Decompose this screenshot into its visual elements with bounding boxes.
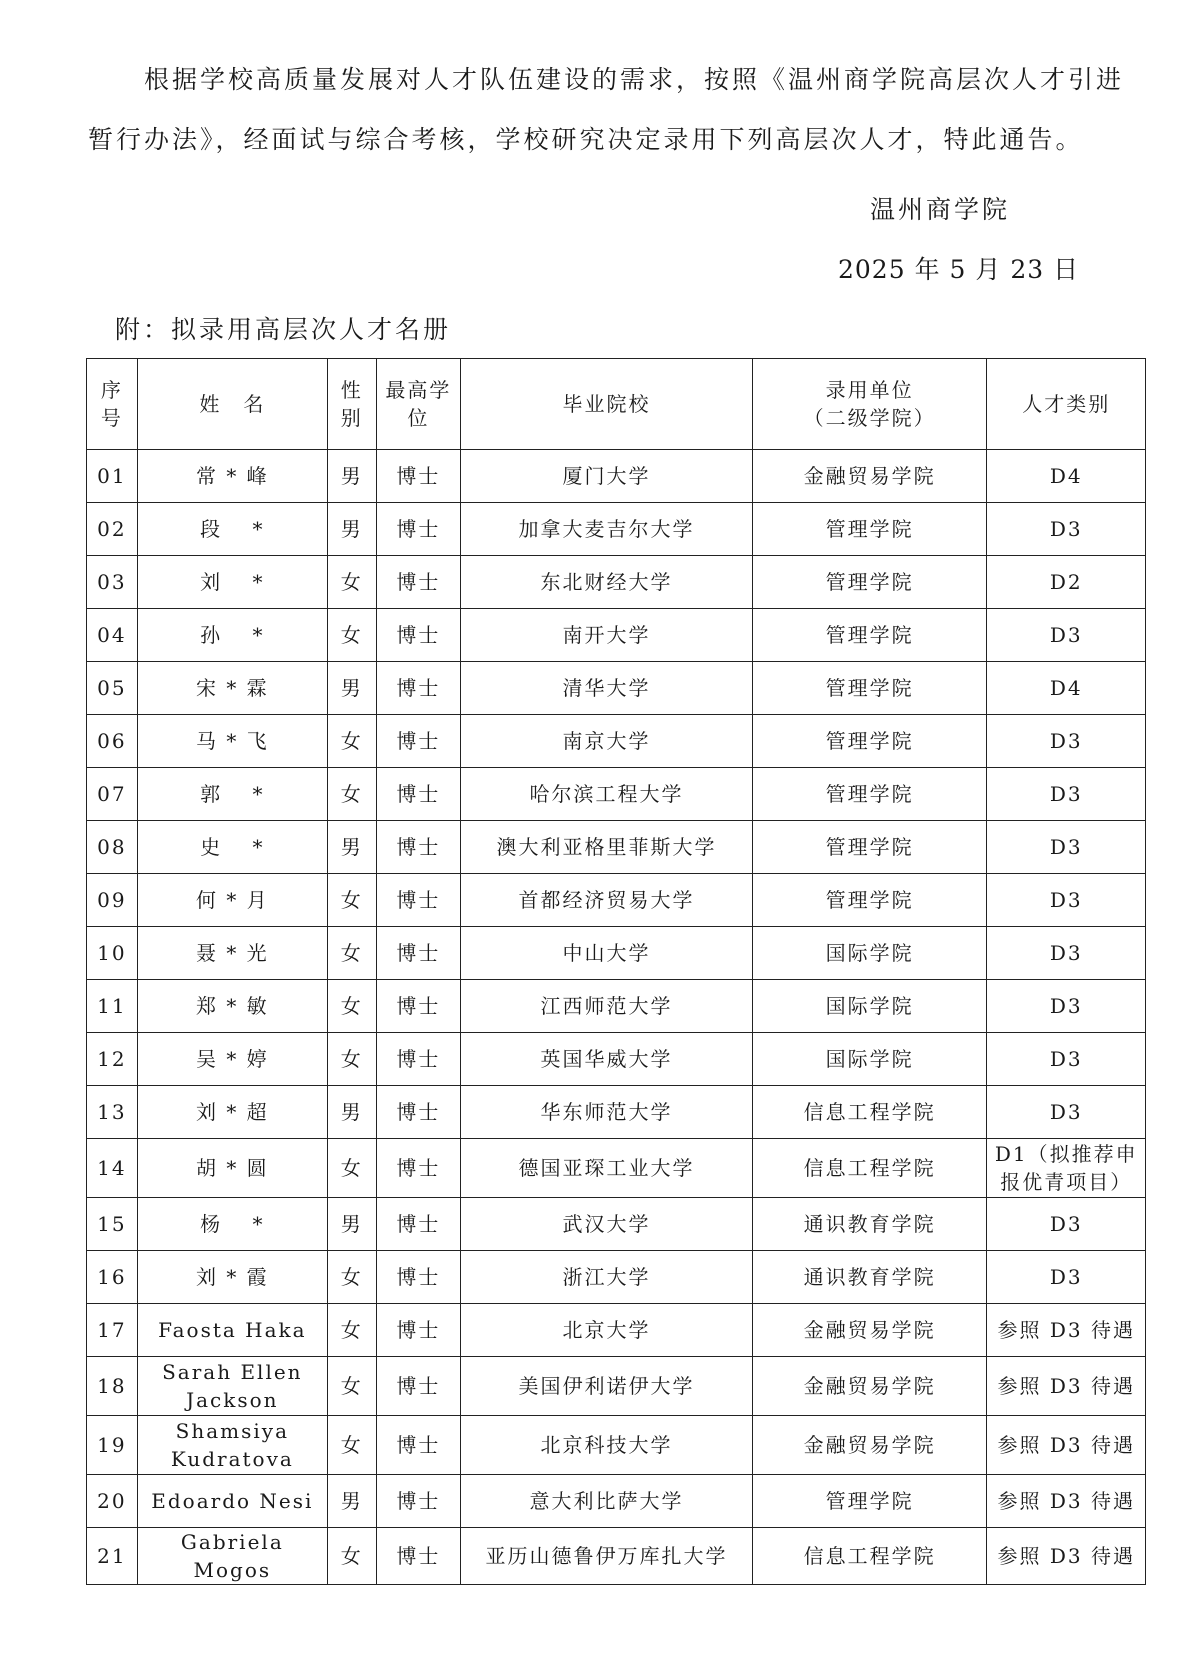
cell-category: D3 [987,1086,1146,1139]
cell-name: 聂 * 光 [137,927,327,980]
table-row [87,1304,1146,1357]
header-name: 姓 名 [137,359,327,450]
cell-gender: 男 [327,1475,376,1528]
cell-name: Edoardo Nesi [137,1475,327,1528]
cell-school: 首都经济贸易大学 [461,874,753,927]
cell-degree: 博士 [376,609,461,662]
cell-gender: 男 [327,1198,376,1251]
cell-degree: 博士 [376,768,461,821]
cell-name: 郑 * 敏 [137,980,327,1033]
cell-degree: 博士 [376,1251,461,1304]
cell-index: 18 [87,1357,138,1416]
header-unit-line1: 录用单位 [825,378,914,402]
cell-gender: 女 [327,1304,376,1357]
cell-degree: 博士 [376,450,461,503]
cell-index: 02 [87,503,138,556]
cell-index: 09 [87,874,138,927]
cell-category: 参照 D3 待遇 [987,1416,1146,1475]
cell-degree: 博士 [376,874,461,927]
cell-name: 杨 * [137,1198,327,1251]
cell-school: 澳大利亚格里菲斯大学 [461,821,753,874]
cell-category: D4 [987,662,1146,715]
talent-roster-table [86,358,1146,1585]
cell-gender: 女 [327,1528,376,1585]
cell-unit: 通识教育学院 [752,1198,987,1251]
cell-school: 南京大学 [461,715,753,768]
header-school: 毕业院校 [461,359,753,450]
cell-school: 东北财经大学 [461,556,753,609]
header-gender: 性别 [327,359,376,450]
cell-category: D3 [987,980,1146,1033]
cell-category: D4 [987,450,1146,503]
cell-school: 北京科技大学 [461,1416,753,1475]
cell-gender: 男 [327,450,376,503]
cell-unit: 管理学院 [752,662,987,715]
cell-index: 05 [87,662,138,715]
cell-index: 19 [87,1416,138,1475]
cell-index: 03 [87,556,138,609]
cell-gender: 女 [327,1357,376,1416]
cell-category: D3 [987,715,1146,768]
table-body [87,450,1146,1585]
cell-category: D3 [987,609,1146,662]
cell-unit: 金融贸易学院 [752,1304,987,1357]
cell-gender: 男 [327,662,376,715]
cell-category: D3 [987,1198,1146,1251]
cell-index: 20 [87,1475,138,1528]
cell-name: 常 * 峰 [137,450,327,503]
table-row [87,1033,1146,1086]
cell-name: 马 * 飞 [137,715,327,768]
cell-unit: 金融贸易学院 [752,1416,987,1475]
cell-unit: 管理学院 [752,715,987,768]
cell-unit: 管理学院 [752,821,987,874]
header-unit-line2: （二级学院） [803,406,936,430]
cell-category: D2 [987,556,1146,609]
cell-name: Sarah Ellen Jackson [137,1357,327,1416]
cell-degree: 博士 [376,1139,461,1198]
cell-index: 01 [87,450,138,503]
cell-name: 史 * [137,821,327,874]
cell-index: 11 [87,980,138,1033]
cell-name: Gabriela Mogos [137,1528,327,1585]
cell-category: D1（拟推荐申报优青项目） [987,1139,1146,1198]
cell-gender: 女 [327,1033,376,1086]
cell-index: 07 [87,768,138,821]
cell-index: 15 [87,1198,138,1251]
cell-name: 刘 * 霞 [137,1251,327,1304]
table-row [87,874,1146,927]
cell-unit: 金融贸易学院 [752,1357,987,1416]
cell-index: 04 [87,609,138,662]
cell-degree: 博士 [376,821,461,874]
table-row [87,980,1146,1033]
cell-school: 厦门大学 [461,450,753,503]
cell-gender: 女 [327,980,376,1033]
cell-name: 刘 * [137,556,327,609]
cell-category: 参照 D3 待遇 [987,1304,1146,1357]
cell-school: 亚历山德鲁伊万库扎大学 [461,1528,753,1585]
cell-category: 参照 D3 待遇 [987,1475,1146,1528]
cell-name: 刘 * 超 [137,1086,327,1139]
cell-unit: 信息工程学院 [752,1086,987,1139]
cell-unit: 管理学院 [752,609,987,662]
cell-unit: 国际学院 [752,980,987,1033]
cell-school: 哈尔滨工程大学 [461,768,753,821]
table-row [87,1416,1146,1475]
cell-unit: 管理学院 [752,768,987,821]
cell-category: 参照 D3 待遇 [987,1357,1146,1416]
cell-gender: 女 [327,1416,376,1475]
cell-name: 郭 * [137,768,327,821]
cell-unit: 信息工程学院 [752,1528,987,1585]
cell-school: 江西师范大学 [461,980,753,1033]
cell-category: D3 [987,1033,1146,1086]
cell-unit: 管理学院 [752,556,987,609]
notice-paragraph-text: 根据学校高质量发展对人才队伍建设的需求，按照《温州商学院高层次人才引进暂行办法》，经面试与综合考核，学校研究决定录用下列高层次人才，特此通告。 [88,65,1125,154]
cell-index: 08 [87,821,138,874]
cell-name: 吴 * 婷 [137,1033,327,1086]
cell-category: 参照 D3 待遇 [987,1528,1146,1585]
cell-school: 浙江大学 [461,1251,753,1304]
cell-unit: 金融贸易学院 [752,450,987,503]
cell-category: D3 [987,1251,1146,1304]
cell-gender: 女 [327,768,376,821]
table-row [87,450,1146,503]
notice-paragraph [88,50,1138,170]
cell-unit: 管理学院 [752,874,987,927]
table-row [87,821,1146,874]
cell-degree: 博士 [376,1304,461,1357]
cell-index: 10 [87,927,138,980]
cell-gender: 女 [327,609,376,662]
cell-unit: 国际学院 [752,927,987,980]
cell-gender: 男 [327,821,376,874]
cell-school: 英国华威大学 [461,1033,753,1086]
header-unit [752,359,987,450]
cell-unit: 国际学院 [752,1033,987,1086]
cell-gender: 男 [327,503,376,556]
table-row [87,768,1146,821]
cell-school: 清华大学 [461,662,753,715]
cell-degree: 博士 [376,715,461,768]
cell-index: 14 [87,1139,138,1198]
table-row [87,1251,1146,1304]
cell-degree: 博士 [376,556,461,609]
cell-degree: 博士 [376,1416,461,1475]
cell-unit: 信息工程学院 [752,1139,987,1198]
cell-category: D3 [987,874,1146,927]
cell-name: Shamsiya Kudratova [137,1416,327,1475]
cell-index: 13 [87,1086,138,1139]
cell-gender: 女 [327,715,376,768]
cell-school: 武汉大学 [461,1198,753,1251]
signature-date: 2025 年 5 月 23 日 [838,255,1080,284]
table-row [87,1139,1146,1198]
cell-school: 北京大学 [461,1304,753,1357]
cell-category: D3 [987,503,1146,556]
table-row [87,1528,1146,1585]
cell-unit: 管理学院 [752,1475,987,1528]
table-header-row [87,359,1146,450]
cell-gender: 女 [327,1139,376,1198]
cell-category: D3 [987,927,1146,980]
cell-degree: 博士 [376,662,461,715]
cell-name: 孙 * [137,609,327,662]
cell-degree: 博士 [376,503,461,556]
cell-unit: 通识教育学院 [752,1251,987,1304]
cell-degree: 博士 [376,1198,461,1251]
cell-degree: 博士 [376,1475,461,1528]
table-row [87,503,1146,556]
cell-index: 06 [87,715,138,768]
cell-degree: 博士 [376,1033,461,1086]
cell-degree: 博士 [376,1357,461,1416]
cell-name: 段 * [137,503,327,556]
header-degree: 最高学位 [376,359,461,450]
cell-name: 何 * 月 [137,874,327,927]
cell-unit: 管理学院 [752,503,987,556]
cell-gender: 女 [327,1251,376,1304]
header-category: 人才类别 [987,359,1146,450]
table-row [87,662,1146,715]
table-row [87,715,1146,768]
appendix-title: 附：拟录用高层次人才名册 [115,315,452,344]
cell-degree: 博士 [376,927,461,980]
cell-degree: 博士 [376,1086,461,1139]
cell-category: D3 [987,768,1146,821]
cell-school: 中山大学 [461,927,753,980]
cell-gender: 女 [327,556,376,609]
table-row [87,1198,1146,1251]
cell-degree: 博士 [376,980,461,1033]
table-row [87,556,1146,609]
table-row [87,1357,1146,1416]
table-row [87,927,1146,980]
signature-organization: 温州商学院 [870,195,1011,224]
cell-school: 南开大学 [461,609,753,662]
header-index: 序号 [87,359,138,450]
cell-school: 华东师范大学 [461,1086,753,1139]
cell-index: 16 [87,1251,138,1304]
cell-school: 德国亚琛工业大学 [461,1139,753,1198]
cell-name: 胡 * 圆 [137,1139,327,1198]
cell-index: 12 [87,1033,138,1086]
table-row [87,609,1146,662]
cell-school: 加拿大麦吉尔大学 [461,503,753,556]
table-row [87,1086,1146,1139]
cell-category: D3 [987,821,1146,874]
cell-school: 意大利比萨大学 [461,1475,753,1528]
cell-degree: 博士 [376,1528,461,1585]
table-row [87,1475,1146,1528]
cell-gender: 女 [327,874,376,927]
cell-name: 宋 * 霖 [137,662,327,715]
cell-school: 美国伊利诺伊大学 [461,1357,753,1416]
cell-index: 17 [87,1304,138,1357]
cell-gender: 女 [327,927,376,980]
cell-name: Faosta Haka [137,1304,327,1357]
cell-index: 21 [87,1528,138,1585]
cell-gender: 男 [327,1086,376,1139]
